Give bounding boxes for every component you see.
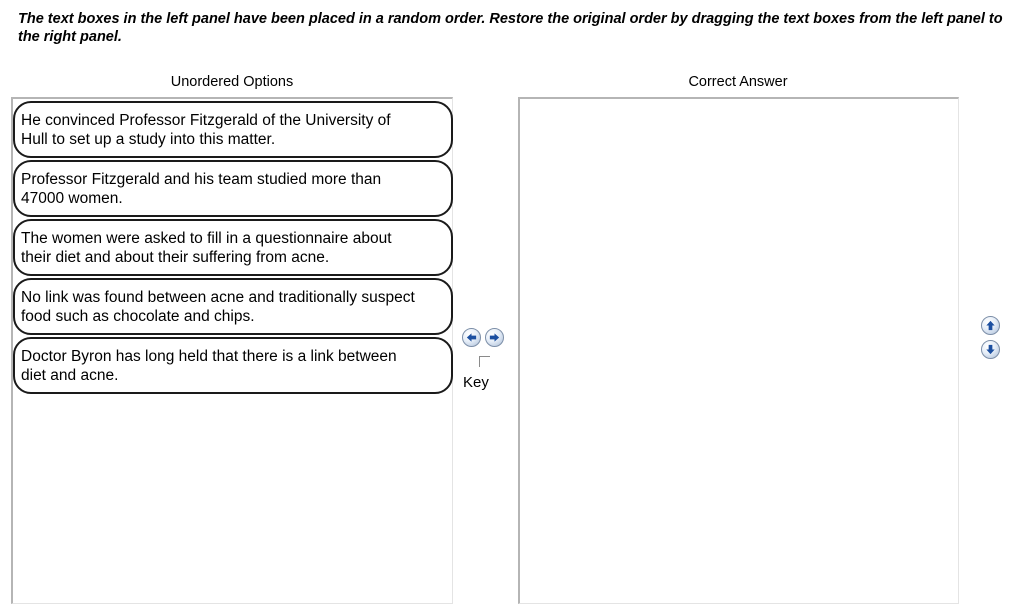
- arrow-up-icon: [984, 319, 997, 332]
- instructions-text: The text boxes in the left panel have been placed in a random order. Restore the original order by dragging the text boxes from the left panel to the right panel.: [18, 11, 1003, 45]
- move-left-button[interactable]: [462, 328, 481, 347]
- reorder-buttons: [981, 316, 1000, 359]
- option-box[interactable]: Doctor Byron has long held that there is a link between diet and acne.: [13, 337, 453, 394]
- move-right-button[interactable]: [485, 328, 504, 347]
- unordered-options-panel[interactable]: [11, 97, 453, 604]
- unordered-options-list: [13, 101, 453, 396]
- unordered-options-header: Unordered Options: [170, 74, 294, 90]
- option-box[interactable]: No link was found between acne and traditionally suspect food such as chocolate and chips.: [13, 278, 453, 335]
- option-box[interactable]: Professor Fitzgerald and his team studied more than 47000 women.: [13, 160, 453, 217]
- arrow-down-icon: [984, 343, 997, 356]
- correct-answer-header: Correct Answer: [688, 74, 788, 90]
- option-box[interactable]: He convinced Professor Fitzgerald of the University of Hull to set up a study into this matter.: [13, 101, 453, 158]
- option-box[interactable]: The women were asked to fill in a questionnaire about their diet and about their suffering from acne.: [13, 219, 453, 276]
- correct-answer-panel[interactable]: [518, 97, 959, 604]
- move-buttons: [462, 328, 504, 347]
- arrow-left-icon: [465, 331, 478, 344]
- key-checkbox[interactable]: [479, 356, 490, 367]
- move-down-button[interactable]: [981, 340, 1000, 359]
- move-up-button[interactable]: [981, 316, 1000, 335]
- key-label: Key: [463, 374, 489, 391]
- arrow-right-icon: [488, 331, 501, 344]
